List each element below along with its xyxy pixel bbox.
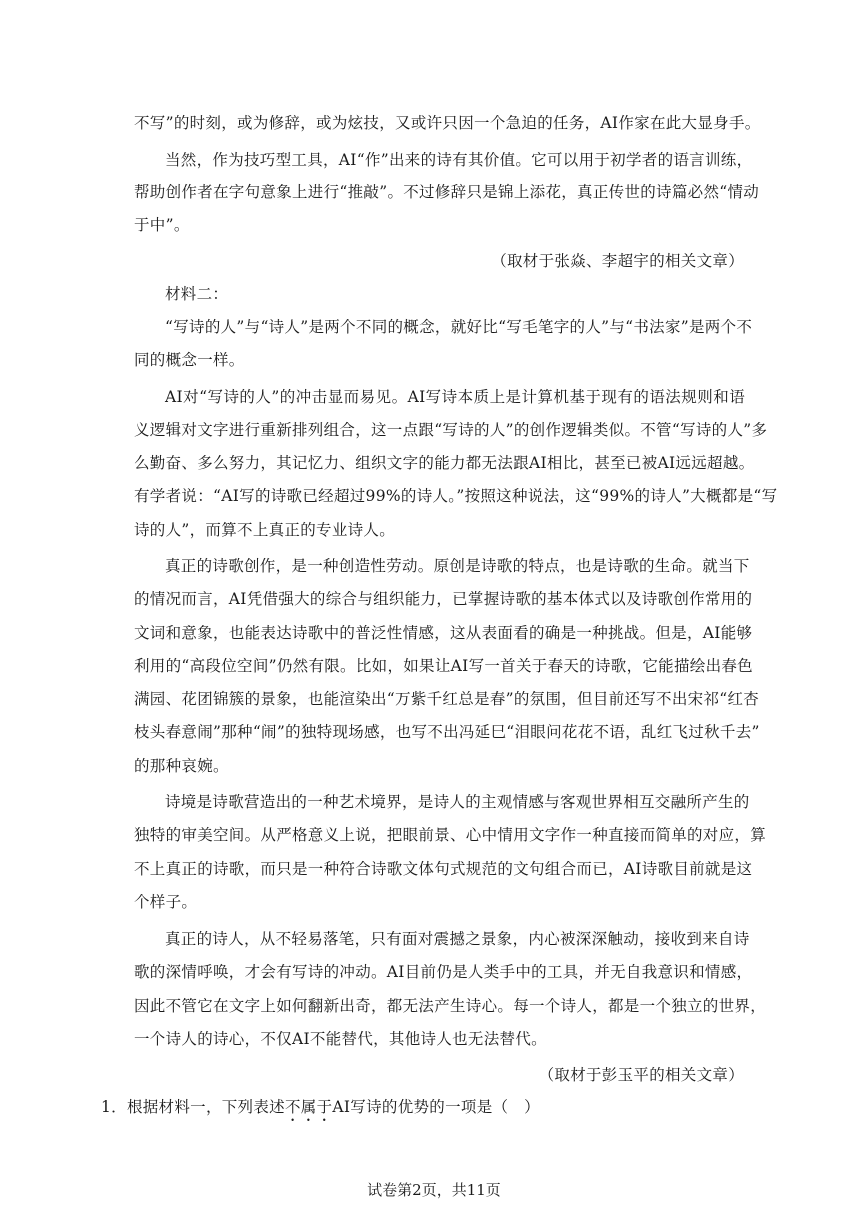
question-prefix: 1．根据材料一，下列表述 — [101, 1098, 285, 1116]
text-line: 不写”的时刻，或为修辞，或为炫技，又或许只因一个急迫的任务，AI作家在此大显身手。 — [134, 114, 761, 132]
text-line: 诗的人”，而算不上真正的专业诗人。 — [134, 521, 396, 539]
question-emphasis: 不属于 — [284, 1098, 333, 1116]
text-line: 满园、花团锦簇的景象，也能渲染出“万紫千红总是春”的氛围，但目前还写不出宋祁“红杏 — [134, 690, 760, 708]
text-line: 因此不管它在文字上如何翻新出奇，都无法产生诗心。每一个诗人，都是一个独立的世界， — [134, 997, 767, 1015]
text-line: 有学者说：“AI写的诗歌已经超过99%的诗人。”按照这种说法，这“99%的诗人”大概都是“写 — [134, 487, 778, 505]
source-citation: （取材于彭玉平的相关文章） — [538, 1066, 744, 1084]
text-line: 真正的诗歌创作，是一种创造性劳动。原创是诗歌的特点，也是诗歌的生命。就当下 — [165, 557, 750, 575]
text-line: 个样子。 — [134, 893, 198, 911]
text-line: 义逻辑对文字进行重新排列组合，这一点跟“写诗的人”的创作逻辑类似。不管“写诗的人”多 — [134, 421, 768, 439]
text-line: 当然，作为技巧型工具，AI“作”出来的诗有其价值。它可以用于初学者的语言训练， — [165, 151, 753, 169]
text-line: 真正的诗人，从不轻易落笔，只有面对震撼之景象，内心被深深触动，接收到来自诗 — [165, 930, 750, 948]
text-line: 于中”。 — [134, 216, 190, 234]
question-1[interactable] — [101, 1097, 711, 1125]
text-line: 枝头春意闹”那种“闹”的独特现场感，也写不出冯延巳“泪眼问花花不语，乱红飞过秋千去” — [134, 723, 760, 741]
text-line: 帮助创作者在字句意象上进行“推敲”。不过修辞只是锦上添花，真正传世的诗篇必然“情动 — [134, 183, 760, 201]
text-line: 利用的“高段位空间”仍然有限。比如，如果让AI写一首关于春天的诗歌，它能描绘出春色 — [134, 657, 753, 675]
text-line: 么勤奋、多么努力，其记忆力、组织文字的能力都无法跟AI相比，甚至已被AI远远超越。 — [134, 454, 755, 472]
text-line: 独特的审美空间。从严格意义上说，把眼前景、心中情用文字作一种直接而简单的对应，算 — [134, 826, 767, 844]
text-line: 的情况而言，AI凭借强大的综合与组织能力，已掌握诗歌的基本体式以及诗歌创作常用的 — [134, 590, 753, 608]
page-footer: 试卷第2页，共11页 — [367, 1181, 501, 1199]
text-line: “写诗的人”与“诗人”是两个不同的概念，就好比“写毛笔字的人”与“书法家”是两个不 — [165, 318, 753, 336]
text-line: 的那种哀婉。 — [134, 757, 229, 775]
text-line: 歌的深情呼唤，才会有写诗的冲动。AI目前仍是人类手中的工具，并无自我意识和情感， — [134, 963, 753, 981]
question-suffix: AI写诗的优势的一项是（ ） — [332, 1098, 540, 1116]
section-heading: 材料二： — [165, 285, 229, 303]
source-citation: （取材于张焱、李超宇的相关文章） — [491, 252, 744, 270]
text-line: 文词和意象，也能表达诗歌中的普泛性情感，这从表面看的确是一种挑战。但是，AI能够 — [134, 624, 753, 642]
text-line: AI对“写诗的人”的冲击显而易见。AI写诗本质上是计算机基于现有的语法规则和语 — [165, 388, 745, 406]
text-line: 诗境是诗歌营造出的一种艺术境界，是诗人的主观情感与客观世界相互交融所产生的 — [165, 793, 750, 811]
text-line: 同的概念一样。 — [134, 351, 245, 369]
text-line: 不上真正的诗歌，而只是一种符合诗歌文体句式规范的文句组合而已，AI诗歌目前就是这 — [134, 860, 753, 878]
text-line: 一个诗人的诗心，不仅AI不能替代，其他诗人也无法替代。 — [134, 1030, 547, 1048]
